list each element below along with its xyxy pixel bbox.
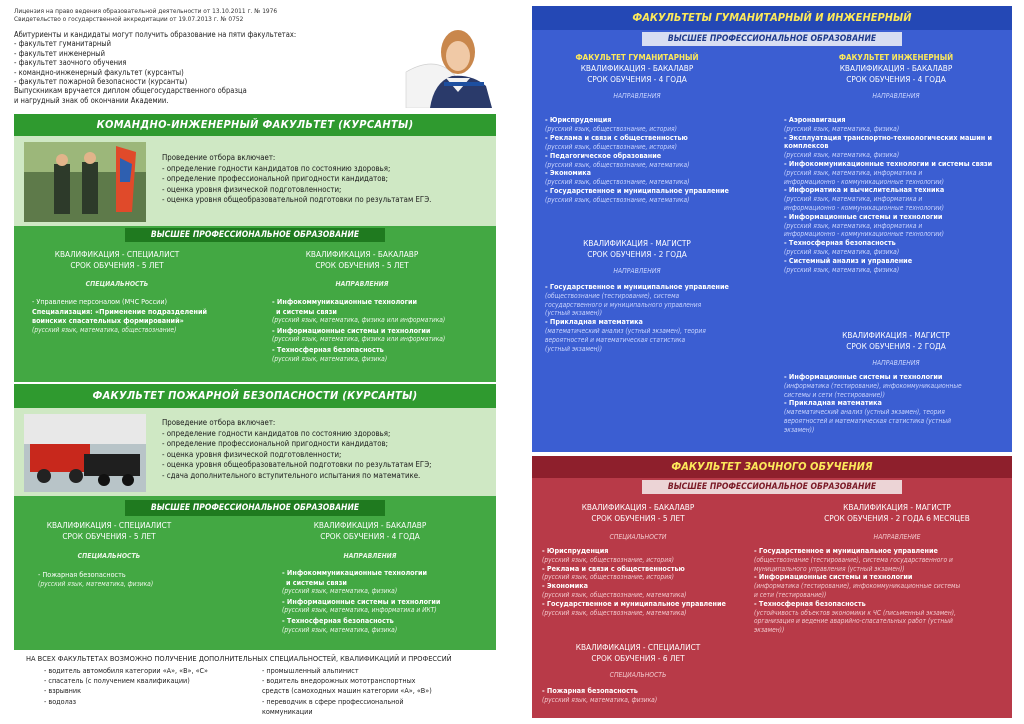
fire-bachelor-list bbox=[282, 568, 440, 635]
additional-item: - взрывник bbox=[44, 686, 81, 696]
direction-name: - Государственное и муниципальное управление bbox=[542, 598, 726, 608]
additional-col-2 bbox=[262, 666, 432, 717]
direction-name: - Инфокоммуникационные технологии и системы связи bbox=[784, 158, 993, 168]
exam-note: (обществознание (тестирование), система bbox=[545, 291, 680, 300]
additional-item: - промышленный альпинист bbox=[262, 666, 359, 675]
fire-trucks-photo bbox=[24, 414, 146, 492]
additional-heading: НА ВСЕХ ФАКУЛЬТЕТАХ ВОЗМОЖНО ПОЛУЧЕНИЕ ДОПОЛНИТЕЛЬНЫХ СПЕЦИАЛЬНОСТЕЙ, КВАЛИФИКАЦИЙ И ПРОФЕССИЙ bbox=[26, 654, 452, 663]
exam-note: (русский язык, обществознание, математика) bbox=[542, 590, 687, 599]
intro-line: - факультет пожарной безопасности (курсанты) bbox=[14, 77, 188, 87]
exam-note: (русский язык, обществознание, история) bbox=[545, 142, 677, 151]
distance-master-list bbox=[754, 547, 960, 635]
program-kind: СПЕЦИАЛЬНОСТЬ bbox=[609, 671, 667, 679]
intro-line: и нагрудный знак об окончании Академии. bbox=[14, 95, 169, 105]
exam-note: (русский язык, математика, физика) bbox=[282, 587, 398, 596]
direction-name: - Техносферная безопасность bbox=[272, 344, 384, 354]
additional-item: - спасатель (с получением квалификации) bbox=[44, 676, 190, 686]
eng-master-list bbox=[784, 373, 962, 435]
fire-specialist-block bbox=[22, 520, 196, 562]
specialization: воинских спасательных формирований» bbox=[32, 316, 184, 326]
selection-line: - оценка уровня физической подготовленности; bbox=[162, 184, 342, 194]
distance-bachelor-list bbox=[542, 547, 726, 617]
direction-name: - Информационные системы и технологии bbox=[784, 211, 943, 221]
direction-name: - Экономика bbox=[542, 581, 588, 591]
additional-item: коммуникации bbox=[262, 706, 313, 716]
exam-note: системы и сети (тестирование)) bbox=[784, 390, 885, 399]
additional-item: - водитель внедорожных мототранспортных bbox=[262, 676, 416, 686]
exam-note: информационно - коммуникационные технологии) bbox=[784, 177, 944, 186]
command-bachelor-list bbox=[272, 297, 445, 364]
distance-specialist-list bbox=[542, 687, 657, 705]
exam-note: (русский язык, обществознание, история) bbox=[542, 555, 674, 564]
direction-name: - Информационные системы и технологии bbox=[272, 325, 431, 335]
program-kind: НАПРАВЛЕНИЯ bbox=[613, 267, 661, 275]
distance-master-block bbox=[792, 502, 1002, 543]
additional-col-1 bbox=[44, 666, 208, 707]
hum-faculty-block bbox=[542, 52, 732, 102]
direction-name: - Педагогическое образование bbox=[545, 150, 662, 160]
command-bachelor-block bbox=[274, 249, 450, 290]
qualification: КВАЛИФИКАЦИЯ - СПЕЦИАЛИСТ bbox=[54, 249, 180, 259]
exam-note: муниципального управления (устный экзамен)) bbox=[754, 564, 905, 573]
exam-note: и сети (тестирование)) bbox=[754, 590, 827, 599]
additional-item: - водитель автомобиля категории «А», «В», «С» bbox=[44, 666, 209, 675]
exam-note: организация и ведение аварийно-спасательных работ (устный bbox=[754, 617, 953, 626]
direction-name: - Реклама и связи с общественностью bbox=[545, 132, 688, 142]
command-specialist-list bbox=[32, 297, 207, 335]
command-hpe-band: ВЫСШЕЕ ПРОФЕССИОНАЛЬНОЕ ОБРАЗОВАНИЕ bbox=[125, 228, 385, 242]
program-kind: НАПРАВЛЕНИЯ bbox=[613, 92, 661, 100]
exam-note: (русский язык, математика, физика) bbox=[272, 354, 388, 363]
portrait-photo bbox=[400, 12, 496, 108]
exam-note: вероятностей и математическая статистика bbox=[545, 335, 686, 344]
exam-note: экзамен)) bbox=[754, 626, 785, 635]
fire-faculty-title: ФАКУЛЬТЕТ ПОЖАРНОЙ БЕЗОПАСНОСТИ (КУРСАНТЫ) bbox=[14, 384, 496, 408]
fire-hpe-band: ВЫСШЕЕ ПРОФЕССИОНАЛЬНОЕ ОБРАЗОВАНИЕ bbox=[125, 500, 385, 516]
intro-line: - командно-инженерный факультет (курсанты) bbox=[14, 67, 184, 77]
direction-name: комплексов bbox=[784, 141, 829, 151]
program-kind: НАПРАВЛЕНИЯ bbox=[872, 359, 920, 367]
exam-note: экзамен)) bbox=[784, 425, 815, 434]
specialization: Специализация: «Применение подразделений bbox=[32, 306, 208, 316]
study-period: СРОК ОБУЧЕНИЯ - 5 ЛЕТ bbox=[315, 260, 409, 270]
exam-note: (русский язык, математика, физика) bbox=[784, 265, 900, 274]
direction-name: - Государственное и муниципальное управление bbox=[545, 282, 729, 291]
direction-name: - Эксплуатация транспортно-технологических машин и bbox=[784, 132, 993, 142]
selection-line: - определение годности кандидатов по состоянию здоровья; bbox=[162, 428, 391, 438]
program-kind: СПЕЦИАЛЬНОСТЬ bbox=[77, 552, 141, 560]
exam-note: информационно - коммуникационные технологии) bbox=[784, 230, 944, 239]
direction-name: - Системный анализ и управление bbox=[784, 255, 913, 265]
license-line: Лицензия на право ведения образовательной деятельности от 13.10.2011 г. № 1976 bbox=[14, 7, 278, 15]
distance-bachelor-block bbox=[540, 502, 736, 543]
exam-note: (русский язык, обществознание, история) bbox=[545, 124, 677, 133]
exam-note: (русский язык, обществознание, математика) bbox=[542, 608, 687, 617]
hum-bachelor-list bbox=[545, 116, 729, 205]
license-info bbox=[14, 7, 277, 23]
direction-name: - Прикладная математика bbox=[545, 317, 643, 327]
exam-note: (русский язык, математика, физика) bbox=[784, 151, 900, 160]
direction-name: - Информатика и вычислительная техника bbox=[784, 185, 945, 195]
qualification: КВАЛИФИКАЦИЯ - БАКАЛАВР bbox=[839, 63, 953, 73]
exam-note: информационно - коммуникационные технологии) bbox=[784, 203, 944, 212]
qualification: КВАЛИФИКАЦИЯ - МАГИСТР bbox=[843, 502, 951, 512]
hum-master-block bbox=[542, 238, 732, 277]
eng-faculty-block bbox=[798, 52, 994, 102]
exam-note: (русский язык, математика, информатика и ИКТ) bbox=[282, 606, 437, 615]
exam-note: (русский язык, математика, физика) bbox=[784, 124, 900, 133]
direction-name: - Техносферная безопасность bbox=[282, 615, 394, 625]
exam-note: (информатика (тестирование), инфокоммуникационные bbox=[784, 381, 962, 390]
exam-note: (информатика (тестирование), инфокоммуникационные системы bbox=[754, 582, 961, 591]
program-kind: НАПРАВЛЕНИЯ bbox=[872, 92, 920, 100]
direction-name: - Техносферная безопасность bbox=[784, 238, 896, 248]
exam-note: (русский язык, математика, физика) bbox=[38, 579, 154, 588]
qualification: КВАЛИФИКАЦИЯ - СПЕЦИАЛИСТ bbox=[575, 642, 701, 652]
exam-note: (русский язык, математика, физика) bbox=[542, 695, 658, 704]
exam-note: (русский язык, математика, информатика и bbox=[784, 221, 923, 230]
selection-line: - определение профессиональной пригодности кандидатов; bbox=[162, 174, 389, 184]
direction-name: - Юриспруденция bbox=[545, 115, 612, 124]
qualification: КВАЛИФИКАЦИЯ - СПЕЦИАЛИСТ bbox=[46, 520, 172, 530]
distance-specialist-block bbox=[540, 642, 736, 681]
study-period: СРОК ОБУЧЕНИЯ - 5 ЛЕТ bbox=[591, 513, 685, 523]
eng-master-block bbox=[798, 330, 994, 369]
exam-note: (русский язык, обществознание, история) bbox=[542, 573, 674, 582]
direction-name: - Экономика bbox=[545, 168, 591, 178]
selection-line: Проведение отбора включает: bbox=[162, 418, 276, 427]
study-period: СРОК ОБУЧЕНИЯ - 4 ГОДА bbox=[846, 74, 946, 84]
eng-bachelor-list bbox=[784, 116, 992, 274]
exam-note: (русский язык, обществознание, математика) bbox=[545, 178, 690, 187]
hum-master-list bbox=[545, 283, 729, 353]
fire-selection bbox=[162, 418, 431, 482]
command-specialist-block bbox=[30, 249, 204, 290]
study-period: СРОК ОБУЧЕНИЯ - 5 ЛЕТ bbox=[70, 260, 164, 270]
distance-hpe-band: ВЫСШЕЕ ПРОФЕССИОНАЛЬНОЕ ОБРАЗОВАНИЕ bbox=[642, 480, 902, 494]
command-selection bbox=[162, 153, 431, 206]
cadets-photo bbox=[24, 142, 146, 222]
exam-note: вероятностей и математическая статистика (устный bbox=[784, 416, 951, 425]
direction-name: и системы связи bbox=[276, 306, 337, 316]
study-period: СРОК ОБУЧЕНИЯ - 2 ГОДА bbox=[587, 249, 687, 259]
direction-name: - Техносферная безопасность bbox=[754, 598, 866, 608]
exam-note: (обществознание (тестирование), система государственного и bbox=[754, 555, 953, 564]
study-period: СРОК ОБУЧЕНИЯ - 5 ЛЕТ bbox=[62, 531, 156, 541]
selection-line: - сдача дополнительного вступительного испытания по математике. bbox=[162, 470, 421, 480]
fire-specialist-list bbox=[38, 570, 153, 589]
study-period: СРОК ОБУЧЕНИЯ - 2 ГОДА bbox=[846, 341, 946, 351]
direction-name: - Государственное и муниципальное управление bbox=[545, 186, 729, 196]
selection-line: - определение профессиональной пригодности кандидатов; bbox=[162, 439, 389, 449]
hum-eng-title: ФАКУЛЬТЕТЫ ГУМАНИТАРНЫЙ И ИНЖЕНЕРНЫЙ bbox=[532, 6, 1012, 30]
exam-note: (русский язык, обществознание, математика) bbox=[545, 196, 690, 205]
exam-note: (математический анализ (устный экзамен), теория bbox=[545, 326, 706, 335]
program-kind: СПЕЦИАЛЬНОСТЬ bbox=[85, 280, 149, 288]
exam-note: государственного и муниципального управления bbox=[545, 300, 702, 309]
exam-note: (русский язык, математика, физика или информатика) bbox=[272, 316, 446, 325]
study-period: СРОК ОБУЧЕНИЯ - 4 ГОДА bbox=[587, 74, 687, 84]
program-kind: НАПРАВЛЕНИЯ bbox=[343, 552, 397, 560]
study-period: СРОК ОБУЧЕНИЯ - 4 ГОДА bbox=[320, 531, 420, 541]
selection-line: - оценка уровня физической подготовленности; bbox=[162, 449, 342, 459]
additional-item: средств (самоходных машин категории «А», «В») bbox=[262, 686, 432, 696]
hum-eng-hpe-band: ВЫСШЕЕ ПРОФЕССИОНАЛЬНОЕ ОБРАЗОВАНИЕ bbox=[642, 32, 902, 46]
additional-item: - водолаз bbox=[44, 696, 77, 706]
intro-text bbox=[14, 30, 296, 105]
additional-item: - переводчик в сфере профессиональной bbox=[262, 696, 404, 706]
intro-line: Абитуриенты и кандидаты могут получить образование на пяти факультетах: bbox=[14, 30, 297, 39]
exam-note: (русский язык, математика, информатика и bbox=[784, 195, 923, 204]
exam-note: (русский язык, математика, физика) bbox=[282, 625, 398, 634]
intro-line: - факультет гуманитарный bbox=[14, 39, 112, 49]
program-kind: НАПРАВЛЕНИЕ bbox=[873, 533, 921, 541]
accreditation-line: Свидетельство о государственной аккредитации от 19.07.2013 г. № 0752 bbox=[14, 15, 244, 23]
specialty-name: - Пожарная безопасность bbox=[38, 570, 126, 579]
exam-note: (устный экзамен)) bbox=[545, 344, 603, 353]
selection-line: Проведение отбора включает: bbox=[162, 153, 276, 162]
intro-line: - факультет заочного обучения bbox=[14, 58, 127, 68]
fire-bachelor-block bbox=[282, 520, 458, 562]
direction-name: - Юриспруденция bbox=[542, 546, 609, 555]
specialty-name: - Пожарная безопасность bbox=[542, 686, 638, 695]
specialty-name: - Управление персоналом (МЧС России) bbox=[32, 297, 168, 306]
qualification: КВАЛИФИКАЦИЯ - БАКАЛАВР bbox=[581, 502, 695, 512]
direction-name: - Информационные системы и технологии bbox=[784, 372, 943, 381]
qualification: КВАЛИФИКАЦИЯ - МАГИСТР bbox=[583, 238, 691, 248]
direction-name: - Информационные системы и технологии bbox=[282, 596, 441, 606]
exam-note: (русский язык, математика, обществознание) bbox=[32, 325, 177, 334]
exam-note: (русский язык, обществознание, математика) bbox=[545, 160, 690, 169]
direction-name: - Информационные системы и технологии bbox=[754, 572, 913, 582]
qualification: КВАЛИФИКАЦИЯ - МАГИСТР bbox=[842, 330, 950, 340]
study-period: СРОК ОБУЧЕНИЯ - 6 ЛЕТ bbox=[591, 653, 685, 663]
distance-title: ФАКУЛЬТЕТ ЗАОЧНОГО ОБУЧЕНИЯ bbox=[532, 456, 1012, 478]
program-kind: СПЕЦИАЛЬНОСТИ bbox=[609, 533, 667, 541]
intro-line: Выпускникам вручается диплом общегосударственного образца bbox=[14, 86, 247, 96]
direction-name: - Инфокоммуникационные технологии bbox=[282, 568, 428, 577]
exam-note: (устойчивость объектов экономики к ЧС (письменный экзамен), bbox=[754, 608, 956, 617]
qualification: КВАЛИФИКАЦИЯ - БАКАЛАВР bbox=[580, 63, 694, 73]
selection-line: - оценка уровня общеобразовательной подготовки по результатам ЕГЭ. bbox=[162, 195, 432, 205]
qualification: КВАЛИФИКАЦИЯ - БАКАЛАВР bbox=[313, 520, 427, 530]
program-kind: НАПРАВЛЕНИЯ bbox=[335, 280, 389, 288]
exam-note: (русский язык, математика, физика) bbox=[784, 247, 900, 256]
study-period: СРОК ОБУЧЕНИЯ - 2 ГОДА 6 МЕСЯЦЕВ bbox=[824, 513, 970, 523]
command-faculty-title: КОМАНДНО-ИНЖЕНЕРНЫЙ ФАКУЛЬТЕТ (КУРСАНТЫ) bbox=[14, 114, 496, 136]
exam-note: (математический анализ (устный экзамен), теория bbox=[784, 408, 945, 417]
qualification: КВАЛИФИКАЦИЯ - БАКАЛАВР bbox=[305, 249, 419, 259]
selection-line: - определение годности кандидатов по состоянию здоровья; bbox=[162, 163, 391, 173]
faculty-subtitle: ФАКУЛЬТЕТ ГУМАНИТАРНЫЙ bbox=[575, 53, 699, 62]
faculty-subtitle: ФАКУЛЬТЕТ ИНЖЕНЕРНЫЙ bbox=[838, 53, 954, 62]
direction-name: - Инфокоммуникационные технологии bbox=[272, 297, 418, 306]
exam-note: (русский язык, математика, информатика и bbox=[784, 168, 923, 177]
direction-name: и системы связи bbox=[286, 577, 347, 587]
exam-note: (русский язык, математика, физика или информатика) bbox=[272, 335, 446, 344]
direction-name: - Аэронавигация bbox=[784, 115, 846, 124]
exam-note: (устный экзамен)) bbox=[545, 309, 603, 318]
selection-line: - оценка уровня общеобразовательной подготовки по результатам ЕГЭ; bbox=[162, 460, 432, 470]
direction-name: - Реклама и связи с общественностью bbox=[542, 563, 685, 573]
direction-name: - Прикладная математика bbox=[784, 398, 882, 408]
direction-name: - Государственное и муниципальное управление bbox=[754, 546, 938, 555]
intro-line: - факультет инженерный bbox=[14, 48, 105, 58]
